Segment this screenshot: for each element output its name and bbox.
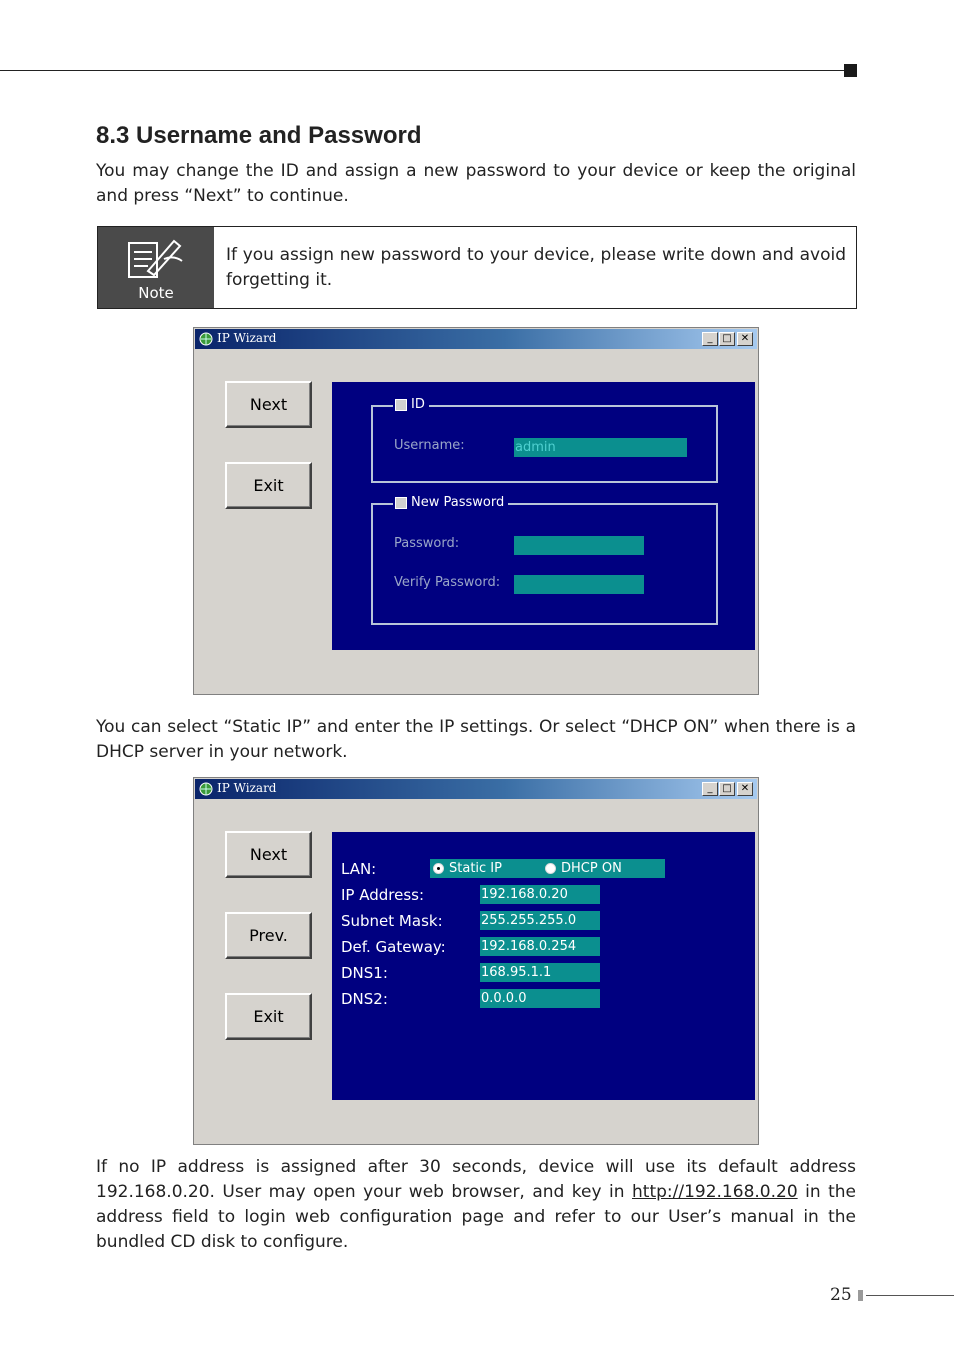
exit-button[interactable]: Exit bbox=[225, 462, 312, 509]
verify-password-label: Verify Password: bbox=[394, 575, 501, 590]
note-label: Note bbox=[138, 284, 174, 302]
dhcp-on-radio[interactable] bbox=[545, 863, 556, 874]
minimize-button[interactable]: _ bbox=[702, 782, 718, 796]
new-password-checkbox[interactable] bbox=[395, 497, 407, 509]
id-groupbox bbox=[371, 397, 718, 483]
maximize-button[interactable]: □ bbox=[719, 782, 735, 796]
static-ip-option[interactable] bbox=[433, 861, 502, 876]
username-input[interactable]: admin bbox=[514, 438, 687, 457]
default-address-paragraph bbox=[96, 1155, 856, 1255]
password-input[interactable] bbox=[514, 536, 644, 555]
page-number: 25 bbox=[830, 1285, 852, 1305]
new-password-groupbox bbox=[371, 495, 718, 625]
username-label: Username: bbox=[394, 438, 465, 453]
dns1-label: DNS1: bbox=[341, 964, 388, 982]
next-button[interactable]: Next bbox=[225, 381, 312, 428]
note-text: If you assign new password to your device, please write down and avoid forgetting it. bbox=[226, 245, 846, 290]
window-title: IP Wizard bbox=[217, 331, 277, 345]
new-password-group-legend bbox=[393, 495, 508, 510]
footer-mark bbox=[858, 1290, 863, 1301]
title-bar[interactable] bbox=[195, 329, 757, 349]
id-legend-label: ID bbox=[411, 397, 425, 412]
ip-settings-paragraph: You can select “Static IP” and enter the IP settings. Or select “DHCP ON” when there is a DHCP server in your network. bbox=[96, 717, 856, 762]
verify-password-input[interactable] bbox=[514, 575, 644, 594]
ip-wizard-window-network bbox=[193, 777, 759, 1145]
settings-panel bbox=[332, 382, 755, 650]
note-pen-icon bbox=[124, 235, 186, 283]
app-globe-icon bbox=[199, 782, 213, 796]
password-label: Password: bbox=[394, 536, 460, 551]
static-ip-radio[interactable] bbox=[433, 863, 444, 874]
prev-button[interactable]: Prev. bbox=[225, 912, 312, 959]
subnet-mask-label: Subnet Mask: bbox=[341, 912, 443, 930]
paragraph-text-start: If no IP address is assigned after 30 seconds, device will use its default address 192.168.0.20. User may open your web browser, and key in bbox=[96, 1157, 856, 1202]
new-password-legend-label: New Password bbox=[411, 495, 505, 510]
header-square bbox=[844, 64, 857, 77]
dhcp-on-label: DHCP ON bbox=[561, 861, 622, 876]
close-button[interactable]: ✕ bbox=[737, 332, 753, 346]
next-button[interactable]: Next bbox=[225, 831, 312, 878]
close-button[interactable]: ✕ bbox=[737, 782, 753, 796]
window-title: IP Wizard bbox=[217, 781, 277, 795]
ip-address-label: IP Address: bbox=[341, 886, 425, 904]
footer-rule bbox=[866, 1295, 954, 1296]
default-gateway-label: Def. Gateway: bbox=[341, 938, 446, 956]
network-panel bbox=[332, 832, 755, 1100]
app-globe-icon bbox=[199, 332, 213, 346]
default-gateway-input[interactable]: 192.168.0.254 bbox=[480, 937, 600, 956]
note-box bbox=[97, 226, 857, 309]
maximize-button[interactable]: □ bbox=[719, 332, 735, 346]
config-url-link[interactable]: http://192.168.0.20 bbox=[632, 1182, 798, 1202]
lan-label: LAN: bbox=[341, 860, 377, 878]
dns2-input[interactable]: 0.0.0.0 bbox=[480, 989, 600, 1008]
section-heading: 8.3 Username and Password bbox=[96, 122, 422, 149]
minimize-button[interactable]: _ bbox=[702, 332, 718, 346]
exit-button[interactable]: Exit bbox=[225, 993, 312, 1040]
dns1-input[interactable]: 168.95.1.1 bbox=[480, 963, 600, 982]
intro-paragraph: You may change the ID and assign a new password to your device or keep the original and press “Next” to continue. bbox=[96, 161, 856, 206]
subnet-mask-input[interactable]: 255.255.255.0 bbox=[480, 911, 600, 930]
id-checkbox[interactable] bbox=[395, 399, 407, 411]
id-group-legend bbox=[393, 397, 429, 412]
lan-mode-selector bbox=[430, 859, 665, 878]
ip-wizard-window-credentials bbox=[193, 327, 759, 695]
ip-address-input[interactable]: 192.168.0.20 bbox=[480, 885, 600, 904]
header-rule bbox=[0, 70, 848, 71]
title-bar[interactable] bbox=[195, 779, 757, 799]
note-icon-cell bbox=[98, 227, 214, 308]
dns2-label: DNS2: bbox=[341, 990, 388, 1008]
paragraph-text-end: in the address field to login web configuration page and refer to our User’s manual in the bundled CD disk to configure. bbox=[96, 1182, 856, 1252]
static-ip-label: Static IP bbox=[449, 861, 502, 876]
dhcp-on-option[interactable] bbox=[545, 861, 622, 876]
